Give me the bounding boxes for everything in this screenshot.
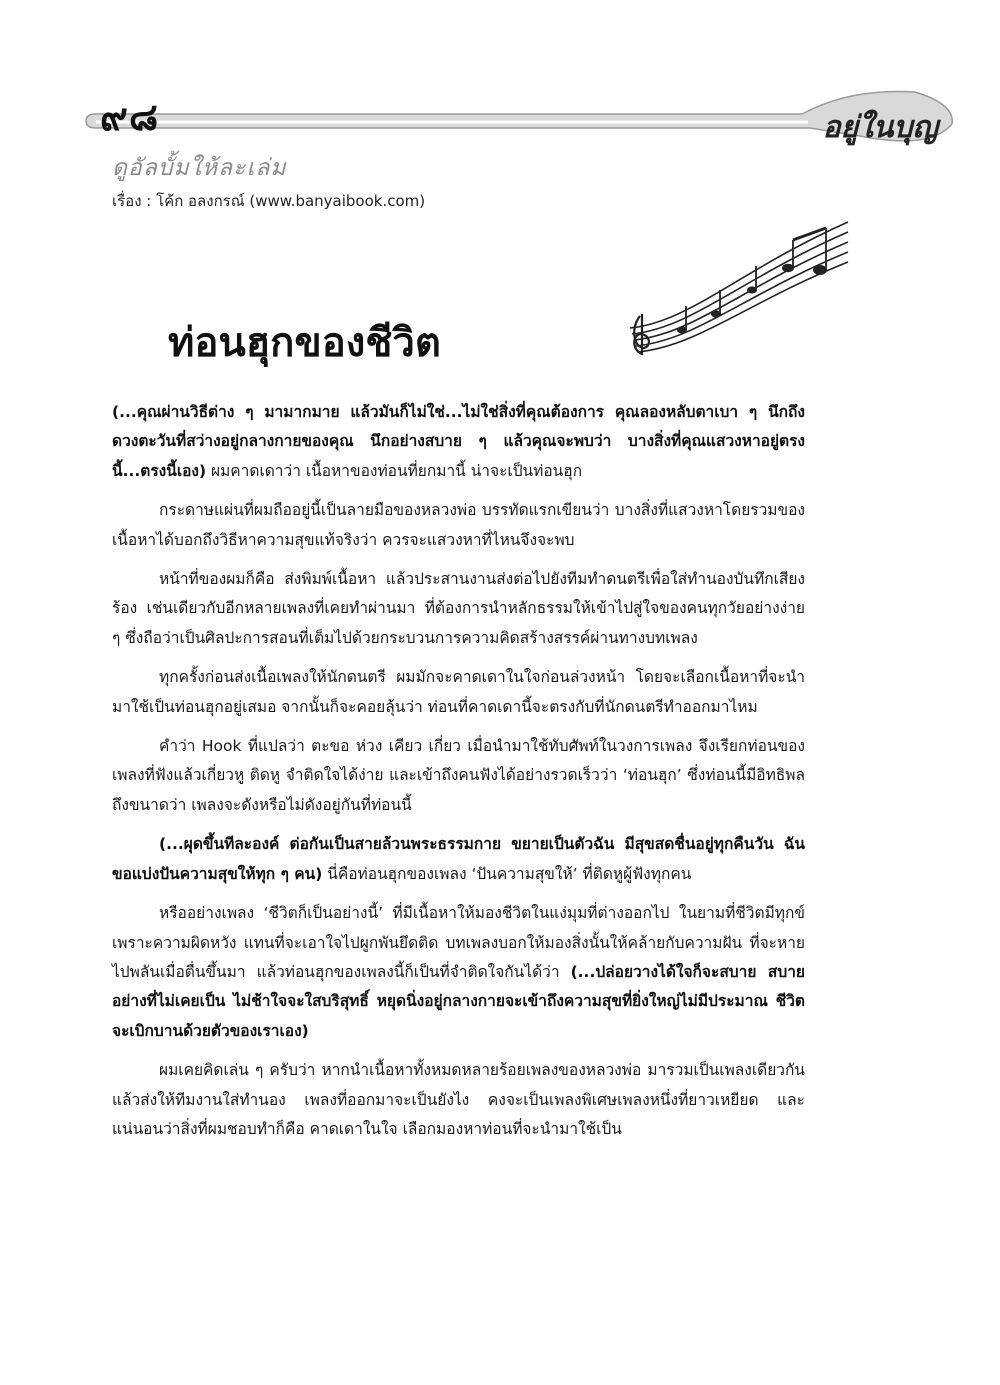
paragraph-8-text: ผมเคยคิดเล่น ๆ ครับว่า หากนำเนื้อหาทั้งหมดหลายร้อยเพลงของหลวงพ่อ มารวมเป็นเพลงเดียวกัน แล้วส่งให้ทีมงานใส่ทำนอง เพลงที่ออกมาจะเป็นยังไง คงจะเป็นเพลงพิเศษเพลงหนึ่งที่ยาวเหยียด และแน่นอนว่าสิ่งที่ผมชอบทำก็คือ คาดเดาในใจ เลือกมองหาท่อนที่จะนำมาใช้เป็น xyxy=(112,1061,805,1138)
paragraph-5-text: คำว่า Hook ที่แปลว่า ตะขอ ห่วง เคียว เกี่ยว เมื่อนำมาใช้ทับศัพท์ในวงการเพลง จึงเรียกท่อนของเพลงที่ฟังแล้วเกี่ยวหู ติดหู จำติดใจได้ง่าย และเข้าถึงคนฟังได้อย่างรวดเร็วว่า ‘ท่อนฮุก’ ซึ่งท่อนนี้มีอิทธิพลถึงขนาดว่า เพลงจะดังหรือไม่ดังอยู่กันที่ท่อนนี้ xyxy=(112,737,805,814)
article-title: ท่อนฮุกของชีวิต xyxy=(168,319,441,366)
paragraph-4-text: ทุกครั้งก่อนส่งเนื้อเพลงให้นักดนตรี ผมมักจะคาดเดาในใจก่อนล่วงหน้า โดยจะเลือกเนื้อหาที่จะนำมาใช้เป็นท่อนฮุกอยู่เสมอ จากนั้นก็จะคอยลุ้นว่า ท่อนที่คาดเดานี้จะตรงกับที่นักดนตรีทำออกมาไหม xyxy=(112,668,805,716)
paragraph-1 xyxy=(112,398,805,486)
paragraph-7 xyxy=(112,899,805,1046)
page-number: ๙๘ xyxy=(100,94,160,139)
paragraph-4 xyxy=(112,663,805,722)
paragraph-3 xyxy=(112,565,805,653)
paragraph-2 xyxy=(112,496,805,555)
paragraph-8 xyxy=(112,1056,805,1144)
paragraph-7-bold: (...ปล่อยวางได้ใจก็จะสบาย สบายอย่างที่ไม่เคยเป็น ไม่ช้าใจจะใสบริสุทธิ์ หยุดนิ่งอยู่กลางกายจะเข้าถึงความสุขที่ยิ่งใหญ่ไม่มีประมาณ ชีวิตจะเบิกบานด้วยตัวของเราเอง) xyxy=(112,962,806,1040)
paragraph-1-text: ผมคาดเดาว่า เนื้อหาของท่อนที่ยกมานี้ น่าจะเป็นท่อนฮุก xyxy=(206,461,583,480)
running-head-logo: อยู่ในบุญ xyxy=(822,110,938,145)
column-name: ดูอัลบั้มให้ละเล่ม xyxy=(112,155,287,181)
byline: เรื่อง : โค้ก อลงกรณ์ (www.banyaibook.com) xyxy=(112,192,426,210)
article-body xyxy=(112,398,805,1154)
paragraph-3-text: หน้าที่ของผมก็คือ ส่งพิมพ์เนื้อหา แล้วประสานงานส่งต่อไปยังทีมทำดนตรีเพื่อใส่ทำนองบันทึกเสียงร้อง เช่นเดียวกับอีกหลายเพลงที่เคยทำผ่านมา ที่ต้องการนำหลักธรรมให้เข้าไปสู่ใจของคนทุกวัยอย่างง่าย ๆ ซึ่งถือว่าเป็นศิลปะการสอนที่เต็มไปด้วยกระบวนการความคิดสร้างสรรค์ผ่านทางบทเพลง xyxy=(112,570,805,647)
paragraph-6 xyxy=(112,830,805,889)
paragraph-2-text: กระดาษแผ่นที่ผมถืออยู่นี้เป็นลายมือของหลวงพ่อ บรรทัดแรกเขียนว่า บางสิ่งที่แสวงหาโดยรวมของเนื้อหาได้บอกถึงวิธีหาความสุขแท้จริงว่า ควรจะแสวงหาที่ไหนจึงจะพบ xyxy=(112,501,805,549)
paragraph-5 xyxy=(112,732,805,820)
music-notes-illustration xyxy=(620,210,860,360)
paragraph-6-bold: (...ผุดขึ้นทีละองค์ ต่อกันเป็นสายล้วนพระธรรมกาย ขยายเป็นตัวฉัน มีสุขสดชื่นอยู่ทุกคืนวัน ฉันขอแบ่งปันความสุขให้ทุก ๆ คน) xyxy=(112,835,805,883)
paragraph-7-text: หรืออย่างเพลง ‘ชีวิตก็เป็นอย่างนี้’ ที่มีเนื้อหาให้มองชีวิตในแง่มุมที่ต่างออกไป ในยามที่ชีวิตมีทุกข์เพราะความผิดหวัง แทนที่จะเอาใจไปผูกพันยึดติด บทเพลงบอกให้มองสิ่งนั้นให้คล้ายกับความฝัน ที่จะหายไปพลันเมื่อตื่นขึ้นมา แล้วท่อนฮุกของเพลงนี้ก็เป็นที่จำติดใจกันได้ว่า xyxy=(112,904,805,981)
paragraph-1-bold: (...คุณผ่านวิธีต่าง ๆ มามากมาย แล้วมันก็ไม่ใช่...ไม่ใช่สิ่งที่คุณต้องการ คุณลองหลับตาเบา ๆ นึกถึงดวงตะวันที่สว่างอยู่กลางกายของคุณ นึกอย่างสบาย ๆ แล้วคุณจะพบว่า บางสิ่งที่คุณแสวงหาอยู่ตรงนี้...ตรงนี้เอง) xyxy=(112,403,805,480)
page-header xyxy=(0,0,1000,150)
paragraph-6-text: นี่คือท่อนฮุกของเพลง ‘ปันความสุขให้’ ที่ติดหูผู้ฟังทุกคน xyxy=(322,864,692,883)
